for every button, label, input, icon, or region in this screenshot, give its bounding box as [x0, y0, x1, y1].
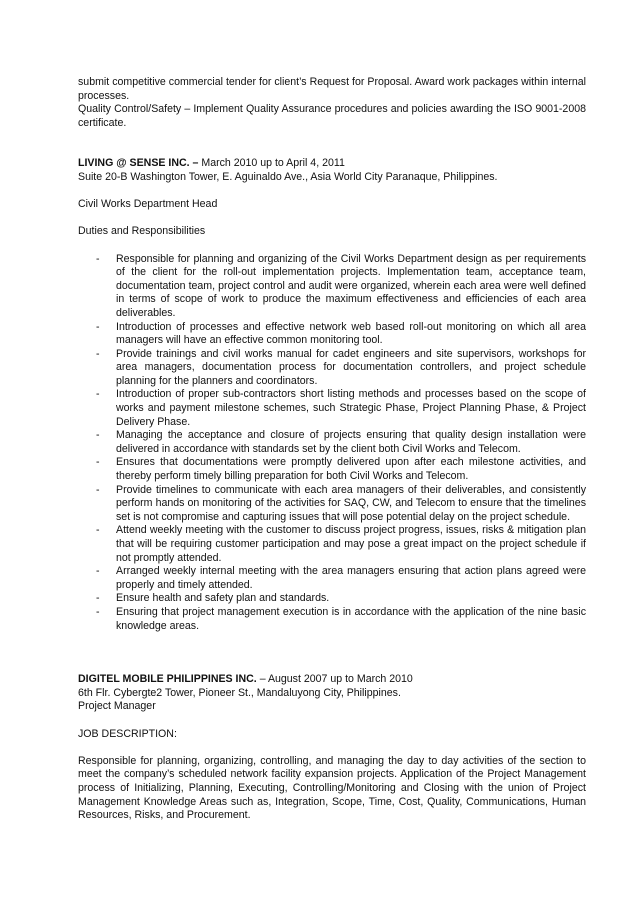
bullet-dash: -: [96, 456, 100, 469]
bullet-dash: -: [96, 524, 100, 537]
bullet-dash: -: [96, 252, 100, 265]
list-item: [78, 253, 586, 321]
job-entry-living-at-sense: [78, 157, 586, 633]
job2-position: Project Manager: [78, 700, 156, 713]
bullet-dash: -: [96, 388, 100, 401]
job1-duties-list: [78, 253, 586, 634]
duty-text: Arranged weekly internal meeting with the area managers ensuring that action plans agreed were properly and timely attended.: [116, 565, 586, 591]
duty-text: Managing the acceptance and closure of projects ensuring that quality design installation were delivered in accordance with standards set by the client both Civil Works and Telecom.: [116, 429, 586, 455]
list-item: [78, 388, 586, 429]
list-item: [78, 592, 586, 606]
bullet-dash: -: [96, 483, 100, 496]
duty-text: Introduction of proper sub-contractors short listing methods and processes based on the scope of works and payment milestone schemes, such Strategic Phase, Project Planning Phase, & Project Delivery Phase.: [116, 388, 586, 428]
job1-position: Civil Works Department Head: [78, 198, 218, 211]
duty-text: Provide timelines to communicate with each area managers of their deliverables, and consistently perform hands on monitoring of the activities for SAQ, CW, and Telecom to ensure that the timelines set is not compromise and capturing issues that will pose potential delay on the project schedule.: [116, 483, 586, 523]
list-item: [78, 565, 586, 592]
list-item: [78, 348, 586, 389]
duty-text: Ensuring that project management execution is in accordance with the application of the nine basic knowledge areas.: [116, 605, 586, 632]
list-item: [78, 321, 586, 348]
job1-duties-heading: Duties and Responsibilities: [78, 225, 206, 238]
list-item: [78, 429, 586, 456]
bullet-dash: -: [96, 592, 100, 605]
job2-description: Responsible for planning, organizing, controlling, and managing the day to day activities of the section to meet the company’s scheduled network facility expansion projects. Application of the Project Management process of Initializing, Planning, Executing, Controlling/Monitoring and Closing with the union of Project Management Knowledge Areas such as, Integration, Scope, Time, Cost, Quality, Communications, Human Resources, Risks, and Procurement.: [78, 754, 586, 822]
list-item: [78, 524, 586, 565]
job2-dates: – August 2007 up to March 2010: [256, 673, 413, 686]
duty-text: Responsible for planning and organizing of the Civil Works Department design as per requirements of the client for the roll-out implementation projects. Implementation team, acceptance team, documentation team, project control and audit were organized, wherein each area were well defined in terms of scope of work to produce the maximum effectiveness and efficiencies of each area deliverables.: [116, 252, 586, 319]
job2-company-name: DIGITEL MOBILE PHILIPPINES INC.: [78, 673, 257, 686]
bullet-dash: -: [96, 320, 100, 333]
job-entry-digitel: [78, 673, 586, 823]
bullet-dash: -: [96, 605, 100, 618]
job1-address: Suite 20-B Washington Tower, E. Aguinaldo Ave., Asia World City Paranaque, Philippines.: [78, 170, 498, 183]
duty-text: Provide trainings and civil works manual for cadet engineers and site supervisors, workshops for area managers, documentation process for documentation controllers, and project schedule planning for the planners and coordinators.: [116, 347, 586, 387]
page-content: [78, 76, 586, 823]
intro-paragraph-1: submit competitive commercial tender for client’s Request for Proposal. Award work packages within internal processes.: [78, 76, 586, 102]
list-item: [78, 484, 586, 525]
duty-text: Attend weekly meeting with the customer to discuss project progress, issues, risks & mitigation plan that will be requiring customer participation and may pose a great impact on the project schedule if not promptly attended.: [116, 524, 586, 564]
job2-description-heading: JOB DESCRIPTION:: [78, 727, 177, 740]
job1-header: [78, 157, 586, 171]
job2-header: [78, 673, 586, 687]
bullet-dash: -: [96, 429, 100, 442]
duty-text: Ensures that documentations were promptly delivered upon after each milestone activities, and thereby perform timely billing preparation for both Civil Works and Telecom.: [116, 456, 586, 483]
job2-address: 6th Flr. Cybergte2 Tower, Pioneer St., Mandaluyong City, Philippines.: [78, 686, 401, 699]
list-item: [78, 606, 586, 633]
job1-dates: March 2010 up to April 4, 2011: [198, 157, 345, 170]
duty-text: Introduction of processes and effective network web based roll-out monitoring on which all area managers will have an effective common monitoring tool.: [116, 320, 586, 347]
intro-paragraph-2: Quality Control/Safety – Implement Quality Assurance procedures and policies awarding the ISO 9001-2008 certificate.: [78, 103, 586, 129]
list-item: [78, 456, 586, 483]
job1-company-name: LIVING @ SENSE INC. –: [78, 157, 199, 170]
bullet-dash: -: [96, 565, 100, 578]
bullet-dash: -: [96, 347, 100, 360]
duty-text: Ensure health and safety plan and standards.: [116, 592, 330, 605]
